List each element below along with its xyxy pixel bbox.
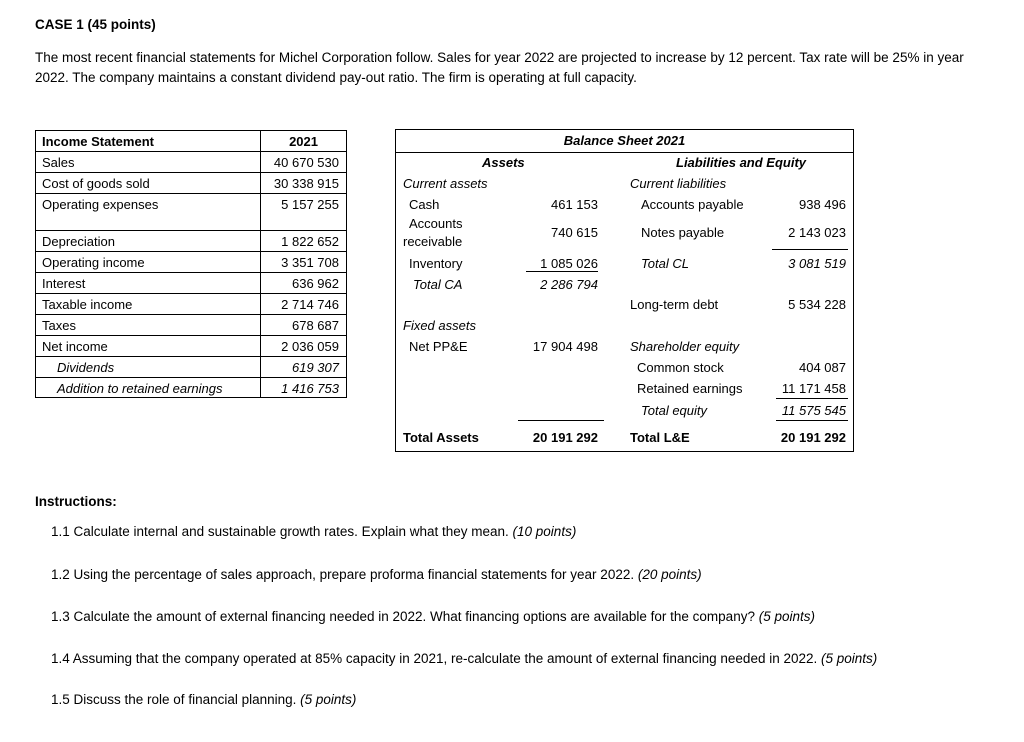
row-value: 619 307 xyxy=(292,360,339,375)
common-stock-label: Common stock xyxy=(637,360,724,375)
total-equity-label: Total equity xyxy=(641,403,708,418)
assets-total-rule xyxy=(518,420,604,421)
net-ppe-value: 17 904 498 xyxy=(532,339,598,354)
row-label: Taxable income xyxy=(42,297,133,312)
row-label: Sales xyxy=(42,155,75,170)
accounts-receivable-label-1: Accounts xyxy=(409,216,463,231)
table-row xyxy=(36,273,346,294)
question-text: 1.4 Assuming that the company operated at 85% capacity in 2021, re-calculate the amount of external financing needed in 2022. xyxy=(51,651,822,666)
question-1-4 xyxy=(51,651,877,666)
question-points: (5 points) xyxy=(300,692,357,707)
case-title: CASE 1 (45 points) xyxy=(35,17,156,32)
instructions-heading: Instructions: xyxy=(35,494,117,509)
net-ppe-label: Net PP&E xyxy=(409,339,468,354)
notes-payable-label: Notes payable xyxy=(641,225,725,240)
table-row xyxy=(36,173,346,194)
cash-value: 461 153 xyxy=(551,197,598,212)
row-label: Net income xyxy=(42,339,108,354)
row-label: Addition to retained earnings xyxy=(57,381,223,396)
total-cl-value: 3 081 519 xyxy=(788,256,846,271)
header-divider xyxy=(396,152,853,153)
row-value: 2 036 059 xyxy=(281,339,339,354)
question-1-2 xyxy=(51,567,702,582)
common-stock-value: 404 087 xyxy=(799,360,846,375)
table-row xyxy=(36,378,346,398)
table-row xyxy=(36,315,346,336)
shareholder-equity-label: Shareholder equity xyxy=(630,339,740,354)
question-text: 1.5 Discuss the role of financial planning. xyxy=(51,692,301,707)
current-liabilities-label: Current liabilities xyxy=(630,176,727,191)
total-cl-label: Total CL xyxy=(641,256,689,271)
table-row xyxy=(36,357,346,378)
cl-rule xyxy=(772,249,848,250)
retained-earnings-value: 11 171 458 xyxy=(781,381,846,396)
question-text: 1.1 Calculate internal and sustainable growth rates. Explain what they mean. xyxy=(51,524,513,539)
balance-sheet-title: Balance Sheet 2021 xyxy=(563,133,686,148)
row-label: Dividends xyxy=(57,360,115,375)
question-text: 1.2 Using the percentage of sales approach, prepare proforma financial statements for year 2022. xyxy=(51,567,638,582)
total-assets-value: 20 191 292 xyxy=(532,430,598,445)
cash-label: Cash xyxy=(409,197,440,212)
total-assets-label: Total Assets xyxy=(403,430,479,445)
table-row xyxy=(36,194,346,231)
inventory-label: Inventory xyxy=(409,256,463,271)
retained-earnings-label: Retained earnings xyxy=(637,381,743,396)
question-1-3 xyxy=(51,609,815,624)
accounts-receivable-value: 740 615 xyxy=(551,225,598,240)
assets-header: Assets xyxy=(482,155,525,170)
row-value: 1 822 652 xyxy=(281,234,339,249)
row-value: 30 338 915 xyxy=(273,176,339,191)
inventory-value: 1 085 026 xyxy=(526,256,598,272)
intro-line-1: The most recent financial statements for Michel Corporation follow. Sales for year 2022 are projected to increase by 12 percent. Tax rate will be 25% in year xyxy=(35,50,964,65)
question-1-5 xyxy=(51,692,356,707)
liabilities-equity-header: Liabilities and Equity xyxy=(676,155,807,170)
table-row xyxy=(36,294,346,315)
row-label: Depreciation xyxy=(42,234,115,249)
equity-rule xyxy=(776,398,848,399)
income-statement-header: Income Statement xyxy=(42,134,154,149)
long-term-debt-value: 5 534 228 xyxy=(788,297,846,312)
row-value: 678 687 xyxy=(292,318,339,333)
question-points: (10 points) xyxy=(512,524,577,539)
notes-payable-value: 2 143 023 xyxy=(788,225,846,240)
question-points: (20 points) xyxy=(637,567,702,582)
case-intro xyxy=(35,48,1010,88)
row-value: 3 351 708 xyxy=(281,255,339,270)
fixed-assets-label: Fixed assets xyxy=(403,318,476,333)
row-value: 40 670 530 xyxy=(273,155,339,170)
row-label: Interest xyxy=(42,276,86,291)
total-ca-label: Total CA xyxy=(413,277,463,292)
accounts-payable-value: 938 496 xyxy=(799,197,846,212)
row-label: Cost of goods sold xyxy=(42,176,150,191)
question-1-1 xyxy=(51,524,576,539)
row-label: Operating expenses xyxy=(42,197,159,212)
table-row xyxy=(36,152,346,173)
row-value: 2 714 746 xyxy=(281,297,339,312)
total-le-label: Total L&E xyxy=(630,430,690,445)
income-statement-table xyxy=(35,130,347,398)
question-text: 1.3 Calculate the amount of external financing needed in 2022. What financing options are available for the company? xyxy=(51,609,759,624)
total-le-value: 20 191 292 xyxy=(780,430,846,445)
total-equity-value: 11 575 545 xyxy=(781,403,846,418)
intro-line-2: 2022. The company maintains a constant dividend pay-out ratio. The firm is operating at full capacity. xyxy=(35,70,637,85)
question-points: (5 points) xyxy=(758,609,815,624)
balance-sheet-table xyxy=(395,129,854,452)
row-value: 636 962 xyxy=(292,276,339,291)
le-total-rule xyxy=(776,420,848,421)
row-label: Taxes xyxy=(42,318,76,333)
accounts-payable-label: Accounts payable xyxy=(641,197,744,212)
table-row xyxy=(36,252,346,273)
row-value: 1 416 753 xyxy=(281,381,339,396)
question-points: (5 points) xyxy=(821,651,878,666)
long-term-debt-label: Long-term debt xyxy=(630,297,719,312)
accounts-receivable-label-2: receivable xyxy=(403,234,463,249)
row-value: 5 157 255 xyxy=(281,197,339,212)
table-row xyxy=(36,231,346,252)
table-row xyxy=(36,336,346,357)
current-assets-label: Current assets xyxy=(403,176,488,191)
total-ca-value: 2 286 794 xyxy=(540,277,598,292)
row-label: Operating income xyxy=(42,255,145,270)
year-header: 2021 xyxy=(289,134,318,149)
table-header-row xyxy=(36,131,346,152)
